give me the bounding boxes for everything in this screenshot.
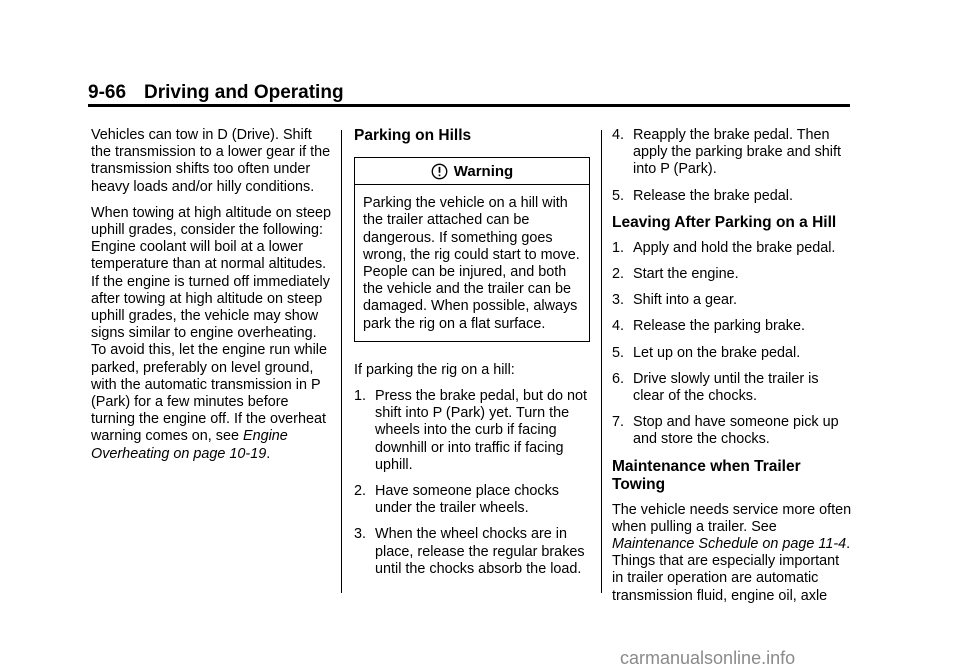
list-item: 2. Have someone place chocks under the trailer wheels.	[354, 483, 559, 517]
heading-maintenance: Maintenance when Trailer Towing	[612, 457, 801, 493]
list-item: 4. Release the parking brake.	[612, 318, 805, 335]
column-2	[354, 127, 590, 587]
column-divider-2	[601, 130, 602, 593]
heading-parking-on-hills: Parking on Hills	[354, 127, 472, 144]
heading-leaving-after-parking: Leaving After Parking on a Hill	[612, 213, 837, 231]
page-number: 9-66	[88, 82, 127, 103]
leaving-steps	[612, 240, 852, 449]
column-3	[612, 127, 852, 614]
column-1	[91, 127, 331, 472]
list-item: 4. Reapply the brake pedal. Then apply the parking brake and shift into P (Park).	[612, 127, 841, 178]
column-divider-1	[341, 130, 342, 593]
hill-steps	[354, 388, 590, 578]
list-item: 3. When the wheel chocks are in place, release the regular brakes until the chocks absorb the load.	[354, 526, 585, 577]
list-item: 1. Press the brake pedal, but do not shift into P (Park) yet. Turn the wheels into the curb if facing downhill or into traffic if facing uphill.	[354, 388, 588, 473]
maintenance-text: The vehicle needs service more often when pulling a trailer. See	[612, 501, 852, 535]
list-item: 3. Shift into a gear.	[612, 292, 738, 309]
altitude-end: .	[266, 445, 271, 462]
page-header	[88, 82, 344, 104]
list-item: 5. Release the brake pedal.	[612, 187, 794, 204]
paragraph-maintenance	[612, 502, 852, 605]
warning-header	[355, 158, 589, 185]
maintenance-schedule-link[interactable]: Maintenance Schedule on page 11-4	[612, 536, 847, 553]
warning-body: Parking the vehicle on a hill with the trailer attached can be dangerous. If something goes wrong, the rig could start to move. People can be injured, and both the vehicle and the trailer can be damaged. When possible, always park the rig on a flat surface.	[363, 195, 580, 332]
engine-overheating-link[interactable]: Engine Overheating on page 10-19	[91, 428, 288, 462]
list-item: 2. Start the engine.	[612, 266, 739, 283]
warning-icon	[431, 163, 448, 180]
list-item: 1. Apply and hold the brake pedal.	[612, 239, 836, 256]
paragraph-altitude	[91, 205, 331, 463]
paragraph-drive: Vehicles can tow in D (Drive). Shift the transmission to a lower gear if the transmission shifts too often under heavy loads and/or hilly conditions.	[91, 127, 331, 195]
warning-box	[354, 157, 590, 342]
list-item: 6. Drive slowly until the trailer is clear of the chocks.	[612, 370, 819, 405]
section-title: Driving and Operating	[144, 82, 344, 103]
list-item: 5. Let up on the brake pedal.	[612, 344, 801, 361]
maintenance-text-end: . Things that are especially important in trailer operation are automatic transmission fluid, engine oil, axle	[612, 536, 851, 604]
watermark: carmanualsonline.info	[620, 648, 796, 668]
altitude-text: When towing at high altitude on steep uphill grades, consider the following: Engine coolant will boil at a lower temperature than at normal altitudes. If the engine is turned off immediately after towing at high altitude on steep uphill grades, the vehicle may show signs similar to engine overheating. To avoid this, let the engine run while parked, preferably on level ground, with the automatic transmission in P (Park) for a few minutes before turning the engine off. If the overheat warning comes on, see	[91, 204, 332, 445]
list-item: 7. Stop and have someone pick up and store the chocks.	[612, 414, 839, 448]
hill-intro: If parking the rig on a hill:	[354, 361, 515, 378]
header-rule	[88, 104, 850, 107]
warning-title: Warning	[453, 163, 514, 180]
